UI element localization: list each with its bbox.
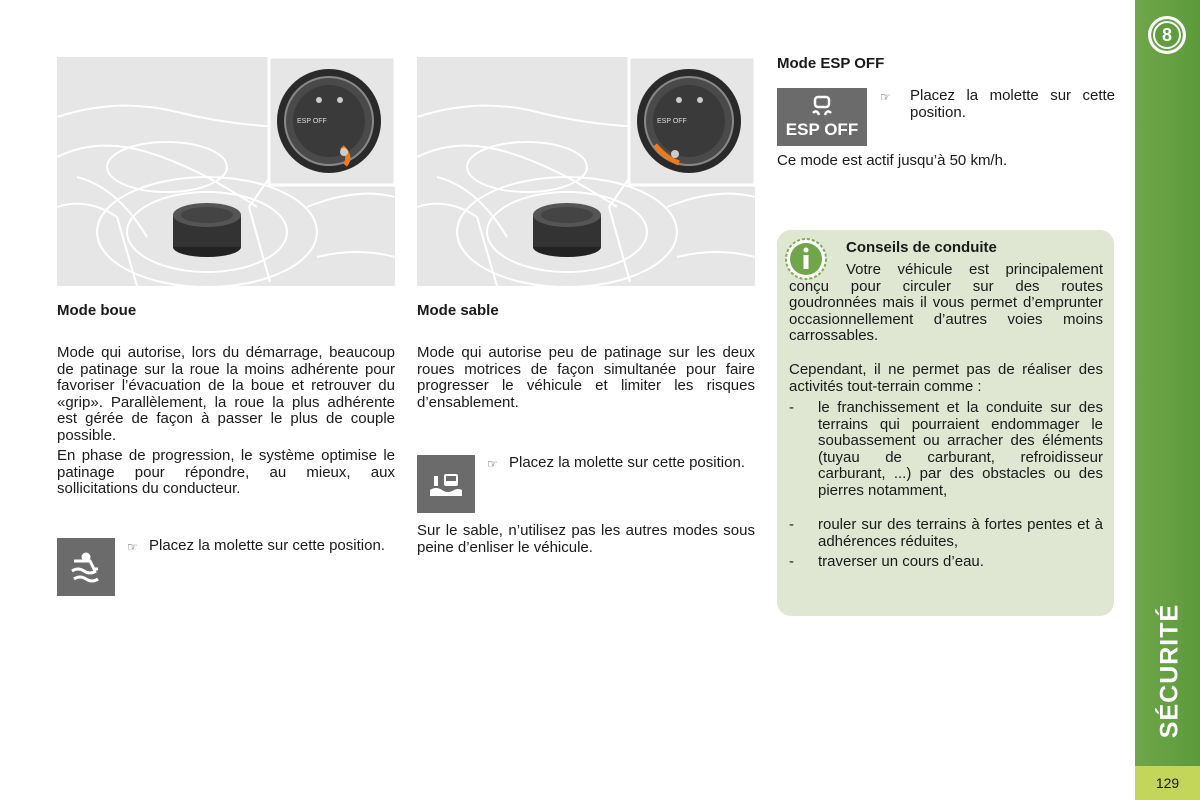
esp-off-icon-label: ESP OFF [785, 120, 859, 139]
page-number: 129 [1135, 766, 1200, 800]
pointing-hand-icon: ☞ [487, 457, 498, 471]
advice-para1: Votre véhicule est principalement conçu pour circuler sur des routes goudronnées mais il vous permet d’emprunter occasionnellement d’autres voies moins carrossables. [789, 261, 1103, 344]
sand-mode-illustration [417, 57, 755, 286]
advice-list-item: - traverser un cours d’eau. [789, 554, 1103, 571]
chapter-badge [1148, 16, 1186, 54]
mud-mode-illustration [57, 57, 395, 286]
esp-off-icon [777, 88, 867, 146]
advice-list-item-text: traverser un cours d’eau. [818, 553, 984, 570]
advice-list-item: - rouler sur des terrains à fortes pentes et à adhérences réduites, [789, 516, 1103, 550]
advice-title: Conseils de conduite [846, 239, 997, 256]
knob-esp-off-label: ESP OFF [657, 118, 687, 125]
pointing-hand-icon: ☞ [880, 90, 891, 104]
advice-list-item: - le franchissement et la conduite sur des terrains qui pourraient endommager le soubassement ou arracher des éléments (tuyau de carburant, refroidisseur carburant, ...) par des obstacles ou des pierres notamment, [789, 399, 1103, 499]
pointing-hand-icon: ☞ [127, 540, 138, 554]
mud-mode-icon [57, 538, 115, 596]
mud-mode-para2: En phase de progression, le système optimise le patinage pour répondre, au mieux, aux sollicitations du conducteur. [57, 447, 395, 497]
esp-off-instruction-text: Placez la molette sur cette position. [910, 87, 1115, 121]
mud-mode-instruction [127, 538, 395, 556]
advice-para2: Cependant, il ne permet pas de réaliser des activités tout-terrain comme : [789, 361, 1103, 395]
esp-off-instruction [880, 88, 1115, 121]
section-title-text: SÉCURITÉ [1155, 603, 1184, 739]
sand-mode-para1: Mode qui autorise peu de patinage sur les deux roues motrices de façon simultanée pour faire progresser le véhicule et limiter les risques d’ensablement. [417, 344, 755, 411]
esp-off-note: Ce mode est actif jusqu’à 50 km/h. [777, 152, 1008, 169]
sand-mode-icon [417, 455, 475, 513]
sand-mode-para2: Sur le sable, n’utilisez pas les autres modes sous peine d’enliser le véhicule. [417, 522, 755, 556]
knob-esp-off-label: ESP OFF [297, 118, 327, 125]
mud-mode-description [57, 345, 395, 502]
mud-mode-heading: Mode boue [57, 302, 137, 319]
sand-mode-instruction-text: Placez la molette sur cette position. [509, 454, 745, 471]
esp-off-heading: Mode ESP OFF [777, 55, 885, 72]
mud-mode-para1: Mode qui autorise, lors du démarrage, beaucoup de patinage sur la roue la moins adhérente pour favoriser l’évacuation de la boue et retrouver du «grip». Parallèlement, la roue la plus adhérente est gérée de façon à passer le plus de couple possible. [57, 344, 395, 444]
section-title [1150, 596, 1190, 746]
advice-list-item-text: rouler sur des terrains à fortes pentes et à adhérences réduites, [818, 516, 1103, 550]
sand-mode-instruction [487, 455, 755, 473]
mud-mode-instruction-text: Placez la molette sur cette position. [149, 537, 385, 554]
chapter-number: 8 [1153, 21, 1181, 49]
sand-mode-heading: Mode sable [417, 302, 499, 319]
advice-list-item-text: le franchissement et la conduite sur des terrains qui pourraient endommager le soubassement ou arracher des éléments (tuyau de carburant, refroidisseur carburant, ...) par des obstacles ou des pierres notamment, [818, 399, 1103, 499]
